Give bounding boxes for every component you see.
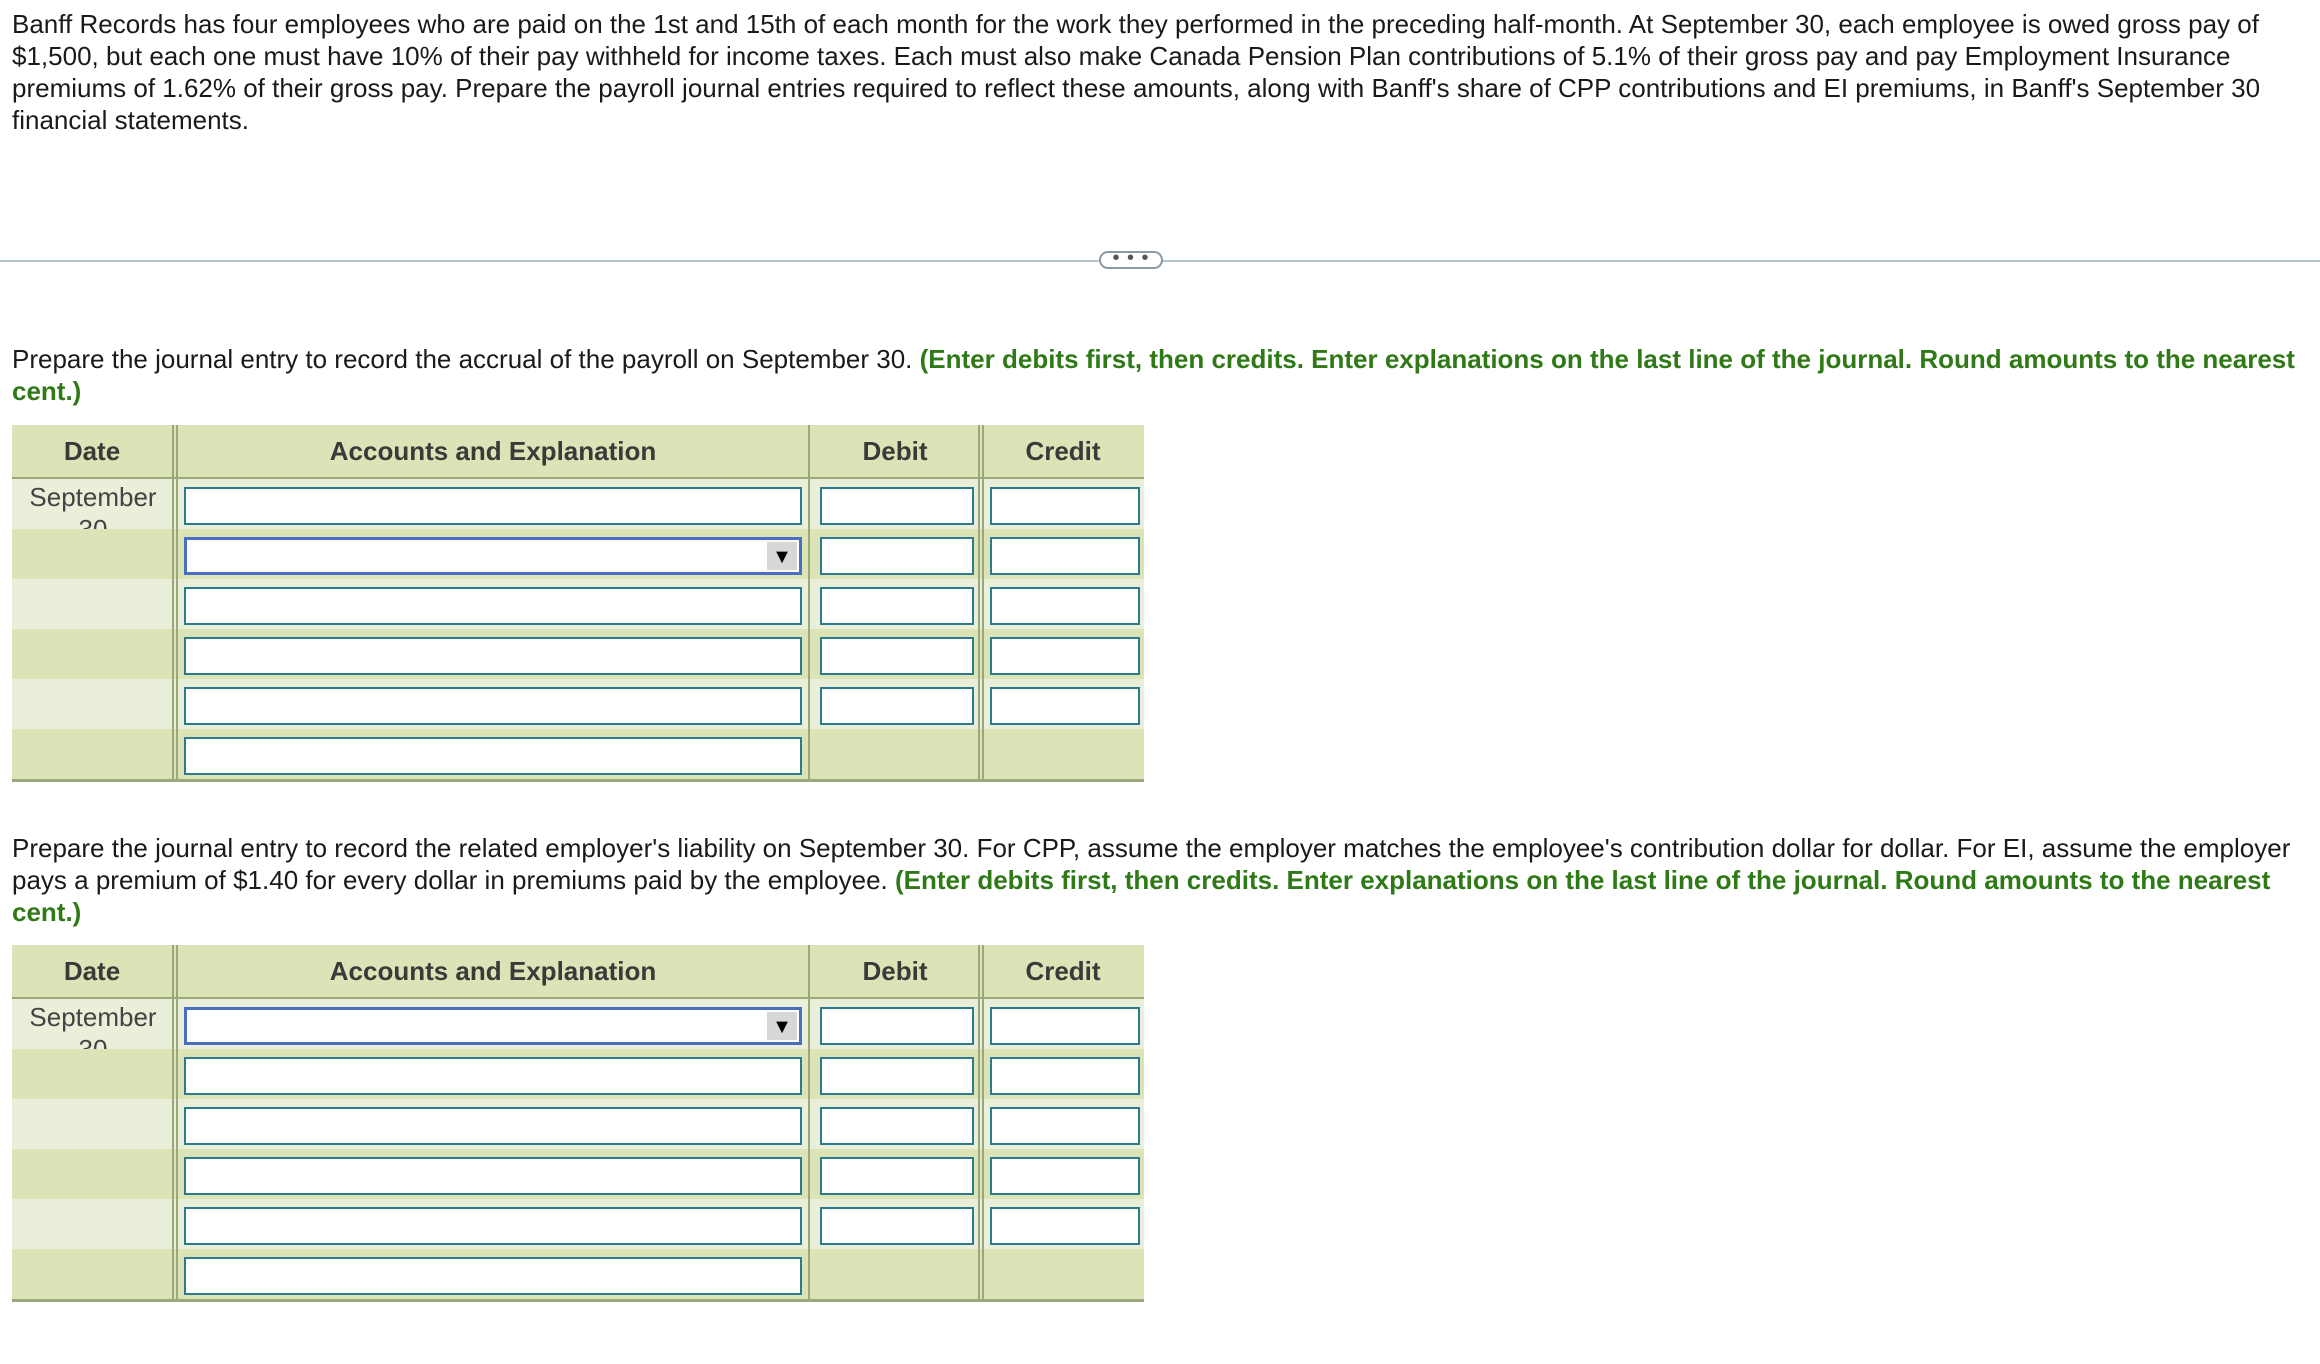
credit-input[interactable]: [990, 537, 1140, 575]
journal-row: [12, 529, 1144, 579]
account-input[interactable]: [184, 687, 802, 725]
debit-input[interactable]: [820, 487, 974, 525]
debit-input[interactable]: [820, 587, 974, 625]
debit-input[interactable]: [820, 1207, 974, 1245]
debit-input[interactable]: [820, 1057, 974, 1095]
header-debit: Debit: [862, 956, 928, 986]
journal-row: [12, 729, 1144, 779]
credit-input[interactable]: [990, 487, 1140, 525]
chevron-down-icon[interactable]: ▼: [767, 1012, 797, 1040]
journal-row: [12, 579, 1144, 629]
question-2-text: Prepare the journal entry to record the related employer's liability on September 30. For CPP, assume the employer matches the employee's contribution dollar for dollar. For EI, assume the employer pays a premium of $1.40 for every dollar in premiums paid by the employee.: [12, 833, 2291, 895]
account-input[interactable]: [184, 1057, 802, 1095]
explanation-input[interactable]: [184, 737, 802, 775]
header-accounts: Accounts and Explanation: [329, 956, 657, 986]
credit-input[interactable]: [990, 1007, 1140, 1045]
journal-row: [12, 1199, 1144, 1249]
journal-row: [12, 629, 1144, 679]
account-input[interactable]: [184, 637, 802, 675]
credit-input[interactable]: [990, 1157, 1140, 1195]
account-input[interactable]: [184, 1157, 802, 1195]
header-date: Date: [63, 956, 121, 986]
journal-header: [12, 425, 1144, 479]
debit-input[interactable]: [820, 1157, 974, 1195]
credit-input[interactable]: [990, 637, 1140, 675]
credit-input[interactable]: [990, 1207, 1140, 1245]
question-2: [12, 832, 2302, 928]
question-1: [12, 343, 2302, 407]
account-select[interactable]: [184, 1007, 802, 1045]
journal-row: [12, 999, 1144, 1049]
question-1-text: Prepare the journal entry to record the accrual of the payroll on September 30.: [12, 344, 913, 374]
journal-row: [12, 1149, 1144, 1199]
journal-row: [12, 679, 1144, 729]
problem-statement: Banff Records has four employees who are paid on the 1st and 15th of each month for the work they performed in the preceding half-month. At September 30, each employee is owed gross pay of $1,500, but each one must have 10% of their pay withheld for income taxes. Each must also make Canada Pension Plan contributions of 5.1% of their gross pay and pay Employment Insurance premiums of 1.62% of their gross pay. Prepare the payroll journal entries required to reflect these amounts, along with Banff's share of CPP contributions and EI premiums, in Banff's September 30 financial statements.: [12, 9, 2261, 135]
account-input[interactable]: [184, 587, 802, 625]
journal-row: [12, 1249, 1144, 1299]
header-debit: Debit: [862, 436, 928, 466]
debit-input[interactable]: [820, 1007, 974, 1045]
header-date: Date: [63, 436, 121, 466]
credit-input[interactable]: [990, 687, 1140, 725]
account-input[interactable]: [184, 487, 802, 525]
journal-row: [12, 1049, 1144, 1099]
chevron-down-icon[interactable]: ▼: [767, 542, 797, 570]
journal-row: [12, 479, 1144, 529]
journal-row: [12, 1099, 1144, 1149]
question-1-instruction: (Enter debits first, then credits. Enter explanations on the last line of the journal. Round amounts to the nearest cent.): [12, 344, 2295, 406]
question-2-instruction: (Enter debits first, then credits. Enter explanations on the last line of the journal. Round amounts to the nearest cent.): [12, 865, 2271, 927]
header-credit: Credit: [1025, 436, 1101, 466]
account-input[interactable]: [184, 1207, 802, 1245]
journal-header: [12, 945, 1144, 999]
expand-more-button[interactable]: • • •: [1099, 251, 1163, 269]
credit-input[interactable]: [990, 1057, 1140, 1095]
date-cell: September: [29, 482, 157, 512]
debit-input[interactable]: [820, 1107, 974, 1145]
journal-table-2: [12, 945, 1144, 1302]
debit-input[interactable]: [820, 687, 974, 725]
credit-input[interactable]: [990, 587, 1140, 625]
credit-input[interactable]: [990, 1107, 1140, 1145]
date-cell: September: [29, 1002, 157, 1032]
debit-input[interactable]: [820, 537, 974, 575]
header-accounts: Accounts and Explanation: [329, 436, 657, 466]
account-select[interactable]: [184, 537, 802, 575]
debit-input[interactable]: [820, 637, 974, 675]
journal-table-1: [12, 425, 1144, 782]
header-credit: Credit: [1025, 956, 1101, 986]
account-input[interactable]: [184, 1107, 802, 1145]
explanation-input[interactable]: [184, 1257, 802, 1295]
